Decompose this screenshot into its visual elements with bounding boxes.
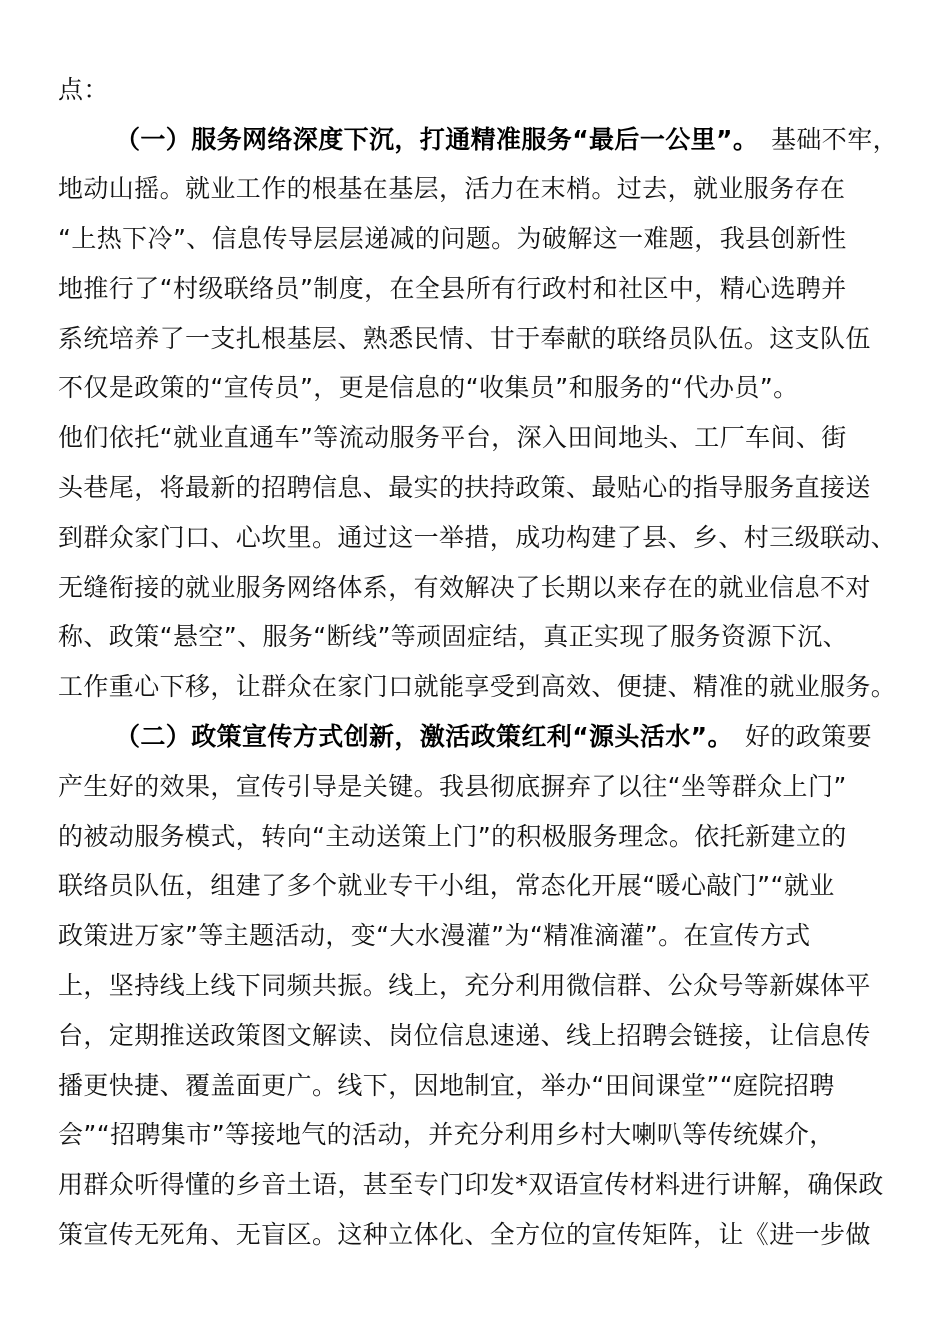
- text-line-12: 称、政策“悬空”、服务“断线”等顽固症结，真正实现了服务资源下沉、: [58, 622, 849, 651]
- text-line-3: 地动山摇。就业工作的根基在基层，活力在末梢。过去，就业服务存在: [58, 174, 846, 203]
- text-line-9: 头巷尾，将最新的招聘信息、最实的扶持政策、最贴心的指导服务直接送: [58, 473, 871, 502]
- section-heading-1: （一）服务网络深度下沉，打通精准服务“最后一公里”。: [115, 125, 759, 154]
- text-line-24: 策宣传无死角、无盲区。这种立体化、全方位的宣传矩阵，让《进一步做: [58, 1220, 871, 1249]
- text-line-6: 系统培养了一支扎根基层、熟悉民情、甘于奉献的联络员队伍。这支队伍: [58, 324, 871, 353]
- text-line-23: 用群众听得懂的乡音土语，甚至专门印发*双语宣传材料进行讲解，确保政: [58, 1170, 884, 1199]
- text-line-16: 的被动服务模式，转向“主动送策上门”的积极服务理念。依托新建立的: [58, 822, 847, 851]
- text-line-13: 工作重心下移，让群众在家门口就能享受到高效、便捷、精准的就业服务。: [58, 672, 897, 701]
- text-line-15: 产生好的效果，宣传引导是关键。我县彻底摒弃了以往“坐等群众上门”: [58, 772, 847, 801]
- text-line-11: 无缝衔接的就业服务网络体系，有效解决了长期以来存在的就业信息不对: [58, 573, 871, 602]
- text-line-22: 会”“招聘集市”等接地气的活动，并充分利用乡村大喇叭等传统媒介，: [58, 1120, 835, 1149]
- text-line-8: 他们依托“就业直通车”等流动服务平台，深入田间地头、工厂车间、街: [58, 423, 847, 452]
- text-line-1: 点：: [58, 75, 109, 104]
- text-line-17: 联络员队伍，组建了多个就业专干小组，常态化开展“暖心敲门”“就业: [58, 871, 835, 900]
- text-line-21: 播更快捷、覆盖面更广。线下，因地制宜，举办“田间课堂”“庭院招聘: [58, 1071, 835, 1100]
- text-line-20: 台，定期推送政策图文解读、岗位信息速递、线上招聘会链接，让信息传: [58, 1021, 871, 1050]
- section-heading-2: （二）政策宣传方式创新，激活政策红利“源头活水”。: [115, 722, 733, 751]
- text-line-10: 到群众家门口、心坎里。通过这一举措，成功构建了县、乡、村三级联动、: [58, 523, 897, 552]
- text-line-18: 政策进万家”等主题活动，变“大水漫灌”为“精准滴灌”。在宣传方式: [58, 921, 811, 950]
- text-line-7: 不仅是政策的“宣传员”，更是信息的“收集员”和服务的“代办员”。: [58, 373, 799, 402]
- text-line-4: “上热下冷”、信息传导层层递减的问题。为破解这一难题，我县创新性: [58, 224, 847, 253]
- text-line-14-tail: 好的政策要: [745, 722, 873, 751]
- text-line-5: 地推行了“村级联络员”制度，在全县所有行政村和社区中，精心选聘并: [58, 274, 847, 303]
- text-line-2-tail: 基础不牢，: [771, 125, 899, 154]
- text-line-19: 上，坚持线上线下同频共振。线上，充分利用微信群、公众号等新媒体平: [58, 971, 871, 1000]
